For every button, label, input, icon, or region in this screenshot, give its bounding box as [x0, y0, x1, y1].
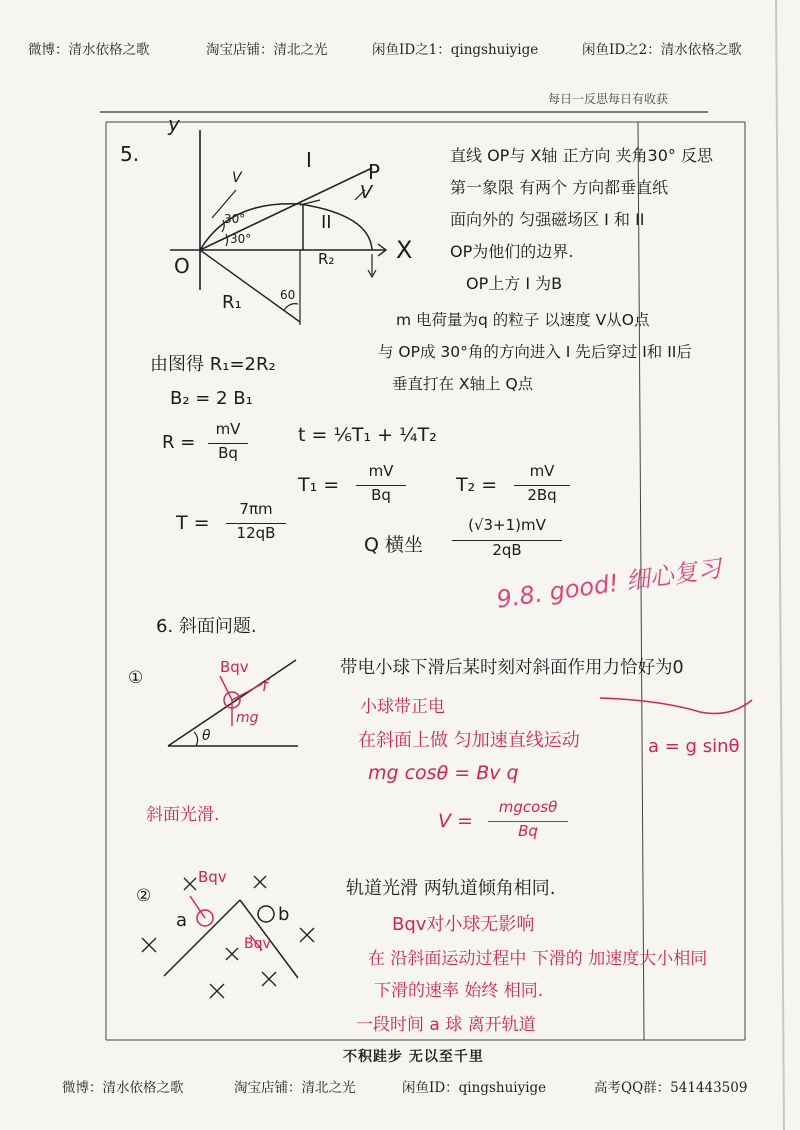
header-motto: 每日一反思每日有收获 [548, 92, 669, 106]
r1-label: R₁ [222, 292, 242, 313]
r-formula-num: mV [215, 420, 241, 438]
t2-num: mV [529, 462, 555, 480]
q-label: Q 横坐 [364, 534, 423, 556]
q1-v-den: Bq [488, 821, 568, 840]
line-m: m 电荷量为q 的粒子 以速度 V从O点 [396, 311, 650, 329]
figure2-bqv-b: Bqv [244, 936, 271, 952]
region-1-label: I [306, 148, 312, 172]
velocity-v-small: V [232, 170, 242, 186]
figure1-f: f [262, 676, 268, 695]
footer-xianyu: 闲鱼ID：qingshuiyige [402, 1080, 547, 1096]
figure1-number: ① [128, 668, 144, 688]
deriv-line-1: 由图得 R₁=2R₂ [150, 354, 276, 375]
figure2-b: b [278, 904, 290, 925]
desc-line-3: 面向外的 匀强磁场区 I 和 II [450, 210, 645, 229]
big-t-num: 7πm [239, 500, 273, 518]
grade-comment: 9.8. good! 细心复习 [494, 554, 724, 614]
t2-label: T₂ = [456, 474, 498, 496]
footer-qq: 高考QQ群：541443509 [594, 1080, 748, 1096]
q-den: 2qB [452, 540, 562, 559]
q1-equation: mg cosθ = Bv q [368, 762, 519, 784]
q1-acceleration: a = g sinθ [648, 736, 740, 757]
figure2-bqv-a: Bqv [198, 868, 227, 886]
deriv-line-2: B₂ = 2 B₁ [170, 388, 253, 409]
q2-red-1: Bqv对小球无影响 [392, 914, 535, 935]
figure1-bqv: Bqv [220, 658, 249, 676]
footer-weibo: 微博：清水依格之歌 [62, 1080, 184, 1096]
ball-b [258, 906, 274, 922]
field-x-marks [142, 876, 314, 998]
page-footer [0, 1076, 800, 1102]
problem6-title: 6. 斜面问题. [156, 616, 257, 637]
t1-label: T₁ = [298, 474, 340, 496]
velocity-v-label: V [360, 182, 373, 203]
origin-label: O [174, 254, 190, 278]
big-t-label: T = [176, 512, 210, 534]
angle-30b: 30° [230, 232, 252, 246]
t1-den: Bq [356, 485, 406, 504]
axis-y-label: y [168, 112, 180, 136]
header-xianyu1: 闲鱼ID之1：qingshuiyige [372, 42, 539, 58]
problem5-number: 5. [120, 142, 140, 166]
r-formula-label: R = [162, 432, 196, 453]
smooth-label: 斜面光滑. [146, 805, 220, 825]
footer-taobao: 淘宝店铺：清北之光 [234, 1080, 356, 1096]
region-2-label: II [321, 212, 332, 233]
q1-v-label: V = [438, 810, 473, 832]
desc-line-2: 第一象限 有两个 方向都垂直纸 [450, 178, 669, 197]
figure2-number: ② [136, 886, 152, 906]
q1-v-num: mgcosθ [498, 798, 558, 816]
r-formula-den: Bq [208, 443, 248, 462]
t1-num: mV [368, 462, 394, 480]
angle-30a: 30° [224, 212, 246, 226]
q2-statement: 轨道光滑 两轨道倾角相同. [346, 878, 556, 899]
header-weibo: 微博：清水依格之歌 [28, 42, 150, 58]
q1-red-1: 小球带正电 [360, 697, 445, 717]
line-hit: 垂直打在 X轴上 Q点 [392, 375, 534, 393]
r2-label: R₂ [318, 250, 335, 268]
t-equation: t = ⅙T₁ + ¼T₂ [298, 424, 437, 446]
header-taobao: 淘宝店铺：清北之光 [206, 42, 328, 58]
line-enter: 与 OP成 30°角的方向进入 I 先后穿过 I和 II后 [378, 343, 692, 361]
q1-statement: 带电小球下滑后某时刻对斜面作用力恰好为0 [340, 658, 684, 678]
t2-den: 2Bq [514, 485, 570, 504]
q2-red-2: 在 沿斜面运动过程中 下滑的 加速度大小相同 [368, 949, 708, 969]
q-num: (√3+1)mV [468, 516, 546, 534]
figure1-mg: mg [236, 710, 259, 726]
q2-red-4: 一段时间 a 球 离开轨道 [356, 1015, 536, 1035]
footer-motto: 不积跬步 无以至千里 [343, 1049, 484, 1065]
angle-60: 60 [280, 288, 296, 302]
figure1-theta: θ [202, 728, 211, 744]
q1-red-2: 在斜面上做 匀加速直线运动 [358, 730, 580, 751]
big-t-den: 12qB [226, 523, 286, 542]
desc-line-5: OP上方 I 为B [466, 274, 563, 293]
header-xianyu2: 闲鱼ID之2：清水依格之歌 [582, 42, 742, 58]
figure2-a: a [176, 910, 188, 931]
desc-line-4: OP为他们的边界. [450, 242, 574, 261]
desc-line-1: 直线 OP与 X轴 正方向 夹角30° 反思 [450, 146, 713, 165]
axis-x-label: X [396, 236, 413, 264]
q2-red-3: 下滑的速率 始终 相同. [374, 981, 544, 1001]
point-p-label: P [368, 160, 381, 184]
